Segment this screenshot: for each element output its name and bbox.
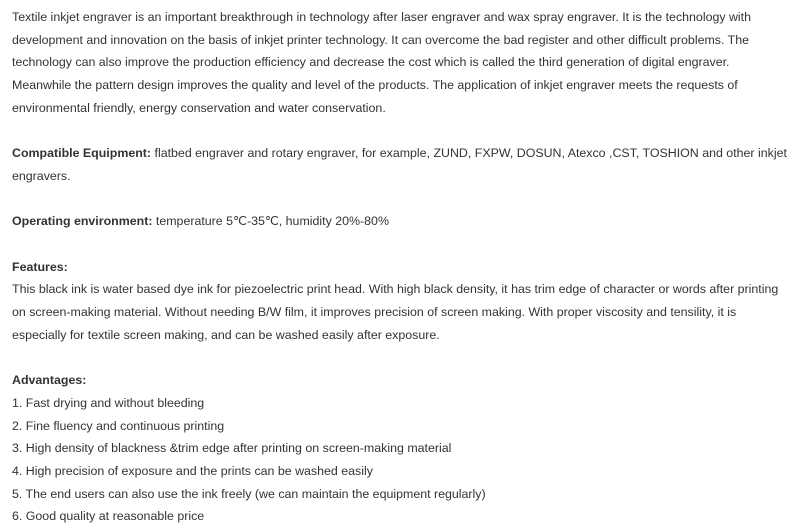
spacer xyxy=(12,233,790,256)
advantage-item: 1. Fast drying and without bleeding xyxy=(12,395,205,410)
features-paragraph: This black ink is water based dye ink for piezoelectric print head. With high black density, it has trim edge of character or words after printing on screen-making material. Without needing B/W film, it improves precision of screen making. With proper viscosity and tensility, it is especially for textile screen making, and can be washed easily after exposure. xyxy=(12,282,779,342)
advantages-list xyxy=(12,392,790,528)
compatible-equipment-paragraph xyxy=(12,142,790,187)
advantage-item: 3. High density of blackness &trim edge after printing on screen-making material xyxy=(12,441,452,456)
advantages-heading: Advantages: xyxy=(12,373,87,388)
compatible-equipment-label: Compatible Equipment: xyxy=(12,146,152,161)
operating-environment-label: Operating environment: xyxy=(12,214,153,229)
spacer xyxy=(12,347,790,370)
operating-environment-paragraph xyxy=(12,210,790,233)
advantage-item: 2. Fine fluency and continuous printing xyxy=(12,418,225,433)
advantage-item: 5. The end users can also use the ink freely (we can maintain the equipment regularly) xyxy=(12,486,486,501)
advantage-item: 4. High precision of exposure and the prints can be washed easily xyxy=(12,464,373,478)
features-heading: Features: xyxy=(12,259,68,274)
operating-environment-text: temperature 5℃-35℃, humidity 20%-80% xyxy=(152,214,389,229)
advantage-item: 6. Good quality at reasonable price xyxy=(12,509,205,524)
intro-paragraph: Textile inkjet engraver is an important breakthrough in technology after laser engraver and wax spray engraver. It is the technology with development and innovation on the basis of inkjet printer technology. It can overcome the bad register and other difficult problems. The technology can also improve the production efficiency and decrease the cost which is called the third generation of digital engraver. Meanwhile the pattern design improves the quality and level of the products. The application of inkjet engraver meets the requests of environmental friendly, energy conservation and water conservation. xyxy=(12,10,752,115)
spacer xyxy=(12,120,790,143)
spacer xyxy=(12,188,790,211)
compatible-equipment-text: flatbed engraver and rotary engraver, for example, ZUND, FXPW, DOSUN, Atexco ,CST, TOSHION and other inkjet engravers. xyxy=(12,146,787,183)
